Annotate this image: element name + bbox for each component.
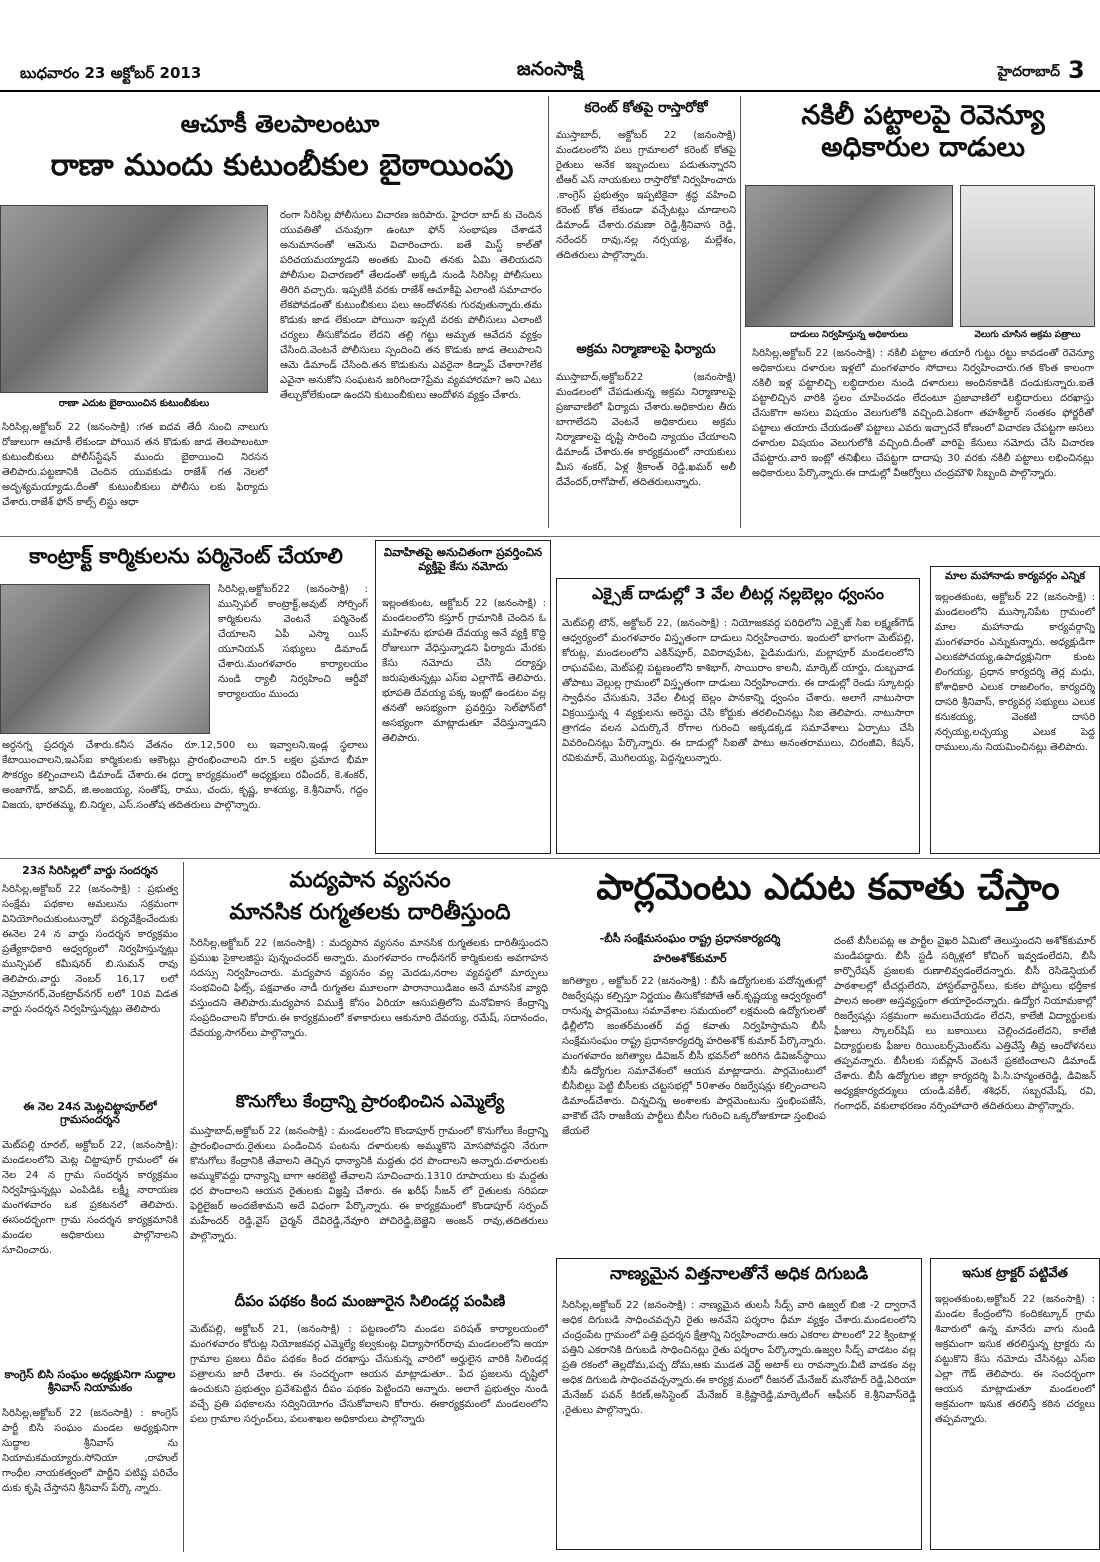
a1-body-p1: సిరిసిల్ల,అక్టోబర్ 22 (జనంసాక్షి) :గత ఐదవ తేదీ నుంచి నాలుగు రోజులుగా ఆచూకీ లేకుండా పోయిన తన కొడుకు జాడ తెలపాలంటూ కుటుంబీకులు పోలీస్‌స్టేషన్ ముందు బైఠాయించి నిరసన తెలిపారు.పట్టణానికి చెందిన యువకుడు రాజేశ్ గత నెలలో అదృశ్యమయ్యాడు.దీంతో కుటుంబీకులు పోలీసు లకు ఫిర్యాదు చేశారు.రాజేశ్ ఫోన్ కాల్స్ లిస్టు ఆధా bbox=[2, 422, 268, 508]
a4-headline: నకిలీ పట్టాలపై రెవెన్యూ అధికారుల దాడులు bbox=[801, 100, 1045, 164]
edition-city: హైదరాబాద్ bbox=[997, 64, 1060, 80]
section-rule bbox=[0, 536, 1100, 537]
a6-headline: వివాహితపై అనుచితంగా ప్రవర్తించిన వ్యక్తిపై కేసు నమోదు bbox=[383, 546, 543, 573]
a6-body: ఇల్లంతకుంట, అక్టోబర్ 22 (జనంసాక్షి) : మండలంలోని కస్తూర్ గ్రామానికి చెందిన ఓ మహిళను భూపతి దేవయ్య అనే వ్యక్తి కొద్ది రోజులుగా వేధిస్తున్నాడని ఫిర్యాదు మేరకు కేసు నమోదు చేసి దర్యాప్తు జరుపుతున్నట్లు ఎస్ఐ ఎల్లాగౌడ్ తెలిపారు. భూపతి దేవయ్య పక్క ఇంట్లో ఉండటం వల్ల తనతో అసభ్యంగా ప్రవర్తిస్తు సెల్‌ఫోన్‌లో అసభ్యంగా మాట్లాడుతూ వేదిస్తున్నాడని తెలిపారు. bbox=[382, 598, 546, 744]
a11-body: సిరిసిల్ల,అక్టోబర్ 22 (జనంసాక్షి) : కాంగ్రెస్ పార్టీ బిసి సంఘం మండల అధ్యక్షునిగా సుద్దాల శ్రీనివాస్ ను నియామకమయ్యారు.సోనియా ,రాహుల్ గాంధీల నాయకత్వంలో పార్టీని పటిష్ట పరిచేం దుకు కృషి చేస్తానని శ్రీనివాస్ పేర్కొ న్నారు. bbox=[2, 1408, 178, 1494]
a10-headline: ఈ నెల 24న మెట్లచిట్టాపూర్‌లో గ్రామసందర్శన bbox=[23, 1100, 157, 1127]
a13-body: ముస్తాబాద్,అక్టోబర్ 22 (జనంసాక్షి) : మండలంలోని కొండాపూర్ గ్రామంలో కొనుగోలు కేంద్రాన్ని ప్రారంభించారు.రైతులు పండించిన పంటను దళారులకు అమ్ముకొని మోసపోవద్దని నేరుగా కొనుగోలు కేంద్రానికి తేవాలని తెచ్చిన ధాన్యానికి మద్దతు ధర పొందాలని అన్నారు.దళారులకు అమ్ముకొవద్దు ధాన్యాన్ని బాగా ఆరబెట్టి తేవాలని సూచించారు.1310 రూపాయలు కు మద్దతు ధర పొందాలని ఆయన రైతులకు విజ్ఞప్తి చేశారు. ఈ ఖరీఫ్ సీజన్ లో రైతులకు సరిపడా ఫెర్టిలైజర్ అందజేశామని అదే విధంగా పేర్కొన్నారు. ఈ కార్యక్రమంలో కొండాపూర్ సర్పంచ్ మహేందర్ రెడ్డి,వైస్ చైర్మన్ దేవిరెడ్డి,నేవూరి పోచిరెడ్డి,బెజ్జెని అంజన్ రావు,తదితరులు పాల్గొన్నారు. bbox=[190, 1126, 548, 1242]
a1-photo bbox=[0, 205, 268, 393]
issue-date: బుధవారం 23 అక్టోబర్ 2013 bbox=[20, 64, 202, 82]
section-rule bbox=[0, 858, 1100, 859]
a15-headline: పార్లమెంటు ఎదుట కవాతు చేస్తాం bbox=[596, 867, 1060, 908]
a4-body: సిరిసిల్ల,అక్టోబర్ 22 (జనంసాక్షి) : నకిలీ పట్టాల తయారీ గుట్టు రట్టు కావడంతో రెవెన్యూ అధికారులు దళారుల ఇళ్లలో మంగళవారం సోదాలు నిర్వహించారు.గత కొంత కాలంగా నకిలీ ఇళ్ల పట్టాలిచ్చి లబ్ధిదారుల నుండి దళారులు అందినకాడికి దండుకున్నారు.ఐతే పట్టాలిచ్చిన వారికి స్థలం చూపించడం లేదంటూ ప్రజావాణిలో లబ్ధిదారులు దరఖాస్తు చేసుకొగా అసలు విషయం వెలుగులోకి వచ్చింది.ఏకంగా తహశీల్దార్ సంతకం ఫోర్జరీతో పట్టాలు తయారు చేయడంతో పట్టాలు ఎవరు ఇచ్చారనే కోణంలో విచారణ చేపట్టగా అసలు దళారుల విషయం వెలుగులోకి వచ్చింది.దీంతో వారిపై కేసులు నమోదు చేసి విచారణ చేపట్టారు.వారి ఇంట్లో తనిఖీలు చేపట్టగా దాదాపు 30 వరకు నకిలీ పట్టాలు లభించినట్లు అధికారులు పేర్కొన్నారు.ఈ దాడుల్లో వీఆర్వోలు చంద్రమౌళి సిబ్బంది పాల్గొన్నారు. bbox=[752, 348, 1094, 479]
a1-body-p2: రంగా సిరిసిల్ల పోలీసులు విచారణ జరిపారు. హైదరా బాద్ కు చెందిన యువతితో చనువుగా ఉంటూ ఫోన్ సంభాషణ చేశాడనే అనుమానంతో ఆమెను విచారించారు. ఐతే మిస్డ్ కాల్‌తో పరిచయమయ్యాడని అంతకు మించి తనకు ఏమి తెలియదని పోలీసుల విచారణలో తేలడంతో అక్కడి నుండి సిరిసిల్ల పోలీసులు తిరిగి వచ్చారు. ఇప్పటికీ వరకు రాజేశ్ ఆచూకీపై ఎలాంటి సమాచారం లేకపోవడంతో కుటుంబీకులు పలు ఆందోళనకు గురవుతున్నారు.తమ కొడుకు జాడ లేకుండా పోయినా ఇప్పటి వరకు పోలీసులు ఎలాంటి చర్యలు తీసుకోవడం లేదని తల్లి గట్టు అమృత ఆవేదన వ్యక్తం చేసింది.వెంటనే పోలీసులు స్పందించి తన కొడుకు జాడ తెలుపాలని ఆమె డిమాండ్ చేసింది.తన కొడుకును ఎవరైనా కిడ్నాప్ చేశారా?లేక ఎవైనా అనుకోని సంఘటన జరిగిందా?ప్రేమ వ్యవహారమా? అని ఎటు తేల్చుకోలేకుండా ఉందని కుటుంబీకులు ఆందోళన వ్యక్తం చేశారు. bbox=[280, 210, 542, 401]
a12-headline-line2: మానసిక రుగ్మతలకు దారితీస్తుంది bbox=[229, 900, 511, 925]
a4-photo-documents bbox=[960, 185, 1095, 327]
a12-body: సిరిసిల్ల,అక్టోబర్ 22 (జనంసాక్షి) : మద్యపాన వ్యసనం మానసిక రుగ్మతలకు దారితీస్తుందని ప్రముఖ సైకాలజిస్టు పున్నంచందర్ అన్నారు. మంగళవారం గాంధీనగర్ కార్మికులకు అవగాహన సదస్సు నిర్వహించారు. మద్యపాన వ్యసనం వల్ల మెదడు,నరాల వ్యవస్థలో మార్పులు సంభవించి ఫిట్స్, పక్షవాతం నాడీ రుగ్మతల మూలంగా పారానాయిడిజం అనే మానసిక వ్యాధి వస్తుందని తెలిపారు.మద్యపాన విముక్తి కోసం ఏరియా ఆసుపత్రిలోని మనోవికాస కేంద్రాన్ని సంప్రదించాలని కోరారు.ఈ కార్యక్రమంలో కళాకారులు ఆకునూరి దేవయ్య, రమేష్, సదానందం, దేవయ్య,సాగర్‌లు పాల్గొన్నారు. bbox=[190, 938, 548, 1039]
a5-body-p1: సిరిసిల్ల,అక్టోబర్22 (జనంసాక్షి) : మున్సిపల్ కాంట్రాక్ట్,అవుట్ సోర్సింగ్ కార్మికులను వెంటనే పర్మినెంట్ చేయాలని ఏపీ ఎస్మా యిస్ యూనియన్ సభ్యులు డిమాండ్ చేశారు.మంగళవారం కార్యాలయం నుండి ర్యాలీ నిర్వహించి ఆర్డీవో కార్యాలయం ముందు bbox=[218, 584, 368, 700]
a8-body: ఇల్లంతకుంట, అక్టోబర్ 22 (జనంసాక్షి) : మండలంలోని ముస్కానిపేట గ్రామంలో మాల మహానాడు కార్యవర్గాన్ని మంగళవారం ఎన్నుకున్నారు. అధ్యక్షుడిగా ఎలుకపోచయ్య,ఉపాధ్యక్షునిగా కుంట లింగయ్య, ప్రధాన కార్యదర్శి తెర్ల మధు, కోశాధికారి ఎలుక రాజలింగం, కార్యదర్శి దాసరి శ్రీనివాస్, కార్యవర్గ సభ్యులు ఎలుక కనుకయ్య, వెంకటి దాసరి నర్సయ్య,లచ్చయ్య ఎలుక పెద్ద రాములు,ను నియమించినట్లు తెలిపారు. bbox=[935, 592, 1095, 753]
a2-headline: కరెంట్ కోతపై రాస్తారోకో bbox=[584, 100, 708, 116]
column-rule bbox=[183, 862, 184, 1552]
a17-headline: ఇసుక ట్రాక్టర్ పట్టివేత bbox=[962, 1266, 1068, 1281]
a5-body-p2: అర్ధనగ్న ప్రదర్శన చేశారు.కనీస వేతనం రూ.12,500 లు ఇవ్వాలని,ఇండ్ల స్థలాలు కేటాయించాలని,ఇఎస్‌ఐ కార్మికులకు ఆకౌంట్లు ప్రారంభించాలని రూ.5 లక్షల ప్రమాద భీమా సౌకర్యం కల్పించాలని డిమాండ్ చేశారు.ఈ ధర్నా కార్యక్రమంలో అధ్యక్షులు రవీందర్, కె.శంకర్, అంజాగౌడ్, జావిద్, జి.అంజయ్య, సంతోష్, రాము, చందు, కృష్ణ, కాశయ్య, కె.శ్రీనివాస్, గద్దం విజయ, భారతమ్మ, బి.నిర్మల, ఎస్.సంతోష తదితరులు పాల్గొన్నారు. bbox=[2, 740, 368, 811]
a9-headline: 23న సిరిసిల్లలో వార్డు సందర్శన bbox=[22, 864, 158, 877]
a1-headline: రాణా ముందు కుటుంబీకుల బైఠాయింపు bbox=[50, 148, 514, 183]
a3-headline: అక్రమ నిర్మాణాలపై ఫిర్యాదు bbox=[576, 342, 716, 357]
a15-subhead-line2: హరిఅశోక్‌కుమార్ bbox=[653, 952, 727, 965]
a8-headline: మాల మహానాడు కార్యవర్గం ఎన్నిక bbox=[945, 570, 1085, 582]
a14-headline: దీపం పథకం కింద మంజూరైన సిలిండర్ల పంపిణి bbox=[234, 1292, 506, 1310]
a1-caption: రాణా ఎదుట బైఠాయించిన కుటుంబీకులు bbox=[58, 398, 210, 409]
a14-body: మెట్‌పల్లి, అక్టోబర్ 21, (జనంసాక్షి) : పట్టణంలోని మండల పరిషత్ కార్యాలయంలో మంగళవారం కోరుట్ల నియోజకవర్గ ఎమ్మెల్యే కల్వకుంట్ల విద్యాసాగర్‌రావు మండలంలోని అయా గ్రామాల ప్రజలు దీపం పథకం కింద దరఖాస్తు చేసుకున్న వారిలో అర్హులైన వారికి సిలిండర్ల పత్రాలను జారీ చేశారు. ఈ సందర్భంగా ఆయన మాట్లాడుతూ.. పేద ప్రజలను దృష్టిలో ఉంచుకుని ప్రభుత్వం ప్రవేశపెట్టిన దీపం పథకం పెట్టిందని అన్నారు. అలాగే ప్రభుత్వం నుండి వచ్చే ప్రతి పథకాలను సద్వినియోగం చేసుకోవాలని కోరారు. ఈకార్యక్రమంలో మండలంలోని పలు గ్రామాల సర్పంచ్‌లు, పలుశాఖల అధికారులు పాల్గొన్నారు bbox=[190, 1324, 548, 1425]
a1-kicker: ఆచూకీ తెలపాలంటూ bbox=[180, 110, 380, 138]
column-rule bbox=[740, 96, 741, 528]
a4-photo-raid bbox=[745, 185, 953, 327]
masthead-logo: జనంసాక్షి bbox=[516, 58, 584, 80]
a3-body: ముస్తాబాద్,అక్టోబర్22 (జనంసాక్షి) మండలంలో చేపడుతున్న అక్రమ నిర్మాణాలపై ప్రజావాణిలో ఫిర్యాదు చేశారు.అధికారుల తీరు బాగాలేదని వెంటనే అధికారులు అక్రమ నిర్మాణాలపై దృష్టి సారించి న్యాయం చేయాలని డిమాండ్ చేశారు.ఈ కార్యక్రమంలో నాయకులు మీస శంకర్, ఏళ్ల శ్రీకాంత్ రెడ్డి,ఖమర్ అలీ దేవేందర్,రాగోపాల్, తదితరులున్నారు. bbox=[556, 372, 736, 488]
a4-caption-raid: దాడులు నిర్వహిస్తున్న అధికారులు bbox=[790, 330, 908, 340]
a12-headline-line1: మద్యపాన వ్యసనం bbox=[289, 868, 451, 893]
a4-caption-documents: వెలుగు చూసిన అక్రమ పత్రాలు bbox=[974, 330, 1081, 340]
a2-body: ముస్తాబాద్, అక్టోబర్ 22 (జనంసాక్షి) మండలంలోని పలు గ్రామాలలో కరెంట్ కోతపై రైతులు అనేక ఇబ్బందులు పడుతున్నారని టీఆర్ ఎస్ నాయకులు రాస్తారోకో నిర్వహించారు .కాంగ్రెస్ ప్రభుత్వం ఇప్పటికైనా శ్రద్ధ వహించి కరెంట్ కోత లేకుండా వచ్చేటట్లు చూడాలని డిమాండ్ చేశారు.రమణా రెడ్డి,శ్రీనివాస రెడ్డి, నరేందర్ రావు,నల్ల నర్సయ్య, మల్లేశం, తదితరులు పాల్గొన్నారు. bbox=[556, 130, 736, 261]
a15-subhead-line1: -బీసీ సంక్షేమసంఘం రాష్ట్ర ప్రధానకార్యదర్శి bbox=[599, 932, 781, 945]
a15-body-p1: జగిత్యాల , అక్టోబర్ 22 (జనంసాక్షి) : బీసీ ఉద్యోగులకు పదోన్నతుల్లో రిజర్వేషన్లు కల్పిస్తూ నిర్ణయం తీసుకోకపోతే ఆర్.కృష్ణయ్య ఆధ్వర్యంలో రానున్న పార్లమెంటు సమావేశాల సమయంలో లక్షమంది ఉద్యోగులతో ఢిల్లీలోని జంతర్‌మంతర్ వద్ద కవాతు నిర్వహిస్తామని బీసీ సంక్షేమసంఘం రాష్ట్ర ప్రధానకార్యదర్శి హరిఅశోక్ కుమార్ పేర్కొన్నారు. మంగళవారం జగిత్యాల డివిజన్ బీసీ భవన్‌లో జరిగిన డివిజన్‌స్థాయి బీసీ ఉద్యోగుల సమావేశంలో ఆయన మాట్లాడారు. పార్లమెంటులో బీసీబిల్లు పెట్టి బీసీలకు చట్టసభల్లో 50శాతం రిజర్వేషన్లు కల్పించాలని డిమాండ్‌చేశారు. చిన్నచిన్న అంశాలకు పార్లమెంటును స్తంభింపజేసే, వాకౌట్ చేసే రాజకీయ పార్టీలు బీసీల గురించి ఒక్కరోజుకూడా స్తంభింప జేయలే bbox=[562, 976, 826, 1137]
a5-photo bbox=[0, 584, 210, 734]
page-number: 3 bbox=[1068, 56, 1085, 84]
a11-headline: కాంగ్రెస్ బిసి సంఘం అధ్యక్షునిగా సుద్దాల శ్రీనివాస్ నియామకం bbox=[4, 1368, 176, 1395]
a16-body: సిరిసిల్ల,అక్టోబర్ 22 (జనంసాక్షి) : నాణ్యమైన తులసీ సీడ్స్ వారి ఉజ్వల్ బిజి -2 ద్వారానే అధిక దిగుబడి సాధించవచ్చని రైతు అనవేని పర్శరాం ధీమా వ్యక్తం చేశారు.మండలంలోని చంద్రంపేట గ్రామంలో పత్తి ప్రదర్శన క్షేత్రాన్ని నిర్వహించారు.ఆరు ఎకరాల పొలంలో 22 క్వింటాళ్ల పత్తిని ఎకరానికి దిగుబడి సాధించినట్లు రైతు పర్శరాం పేర్కొన్నారు.ఉజ్వల సీడ్స్ వాడటం వల్ల ప్రతి రకంలో తెల్లదోమ,పచ్చ దోమ,ఆకు ముడత వెర్ట్ అటాక్ లు రావన్నారు.వీటి వాడకం వల్ల అధిక దిగుబడి సాధించవచ్చన్నారు.ఈ కార్యక్ర మంలో రీజనల్ మేనేజర్ మనోహర్ రెడ్డి,ఏరియా మేనేజర్ పవన్ కిరణ్,అసిస్టెంట్ మేనేజర్ కె.క్రిష్ణారెడ్డి,మార్కెటింగ్ ఆఫీసర్ కె.శ్రీనివాస్‌రెడ్డి ,రైతులు పాల్గొన్నారు. bbox=[562, 1300, 916, 1416]
a10-body: మెట్‌పల్లి రూరల్, అక్టోబర్ 22, (జనంసాక్షి): మండలంలోని మెట్ల చిట్టాపూర్ గ్రామంలో ఈ నెల 24 న గ్రామ సందర్శన కార్యక్రమం నిర్వహిస్తున్నట్లు ఎంపిడిఓ లక్ష్మీ నారాయణ మంగళవారం ఒక ప్రకటనలో తెలిపారు. ఈసందర్భంగా గ్రామ సందర్శన కార్యక్రమానికి మండల అధికారులు పాల్గొనాలని సూచించారు. bbox=[2, 1140, 178, 1256]
a13-headline: కొనుగోలు కేంద్రాన్ని ప్రారంభించిన ఎమ్మెల్యే bbox=[235, 1092, 505, 1112]
column-rule bbox=[548, 96, 549, 528]
a15-body-p2: దంటే బీసీలపట్ల ఆ పార్టీల వైఖరి ఏమిటో తెలుస్తుందని అశోక్‌కుమార్ మండిపడ్డారు. బీసీ స్టడీ సర్కిళ్లలో కోచింగ్ ఇవ్వడంలేదని, బీసీ కార్పొరేషన్ ప్రజలకు రుణాలివ్వడంలేదన్నారు. బీసీ రెసిడెన్షియల్ పాఠశాలల్లో టీచర్లులేరని, హాస్టల్‌వార్డెన్‌లు, కుకల పోస్టులు భర్తీకాక పాలన అంతా అస్తవ్యస్తంగా తయారైందన్నారు. ఉద్యోగ నియామకాల్లో రిజర్వేషన్లు సక్రమంగా అమలుచేయడం లేదని, కాలేజీ విద్యార్థులకు ఫీజులు స్కాలర్‌షిప్‌ లు బకాయిలు చెల్లించడంలేదని, కాలేజీ విద్యార్థులకు ఫీజుల రియింబర్స్‌మెంట్‌ను ఎత్తివేస్తే తీవ్ర ఆందోళనలు తప్పవన్నారు. బీసీలకు సబ్‌ప్లాన్ వెంటనే ప్రకటించాలని డిమాండ్ చేశారు. బీసీ ఉద్యోగుల జిల్లా కార్యదర్శి పి.సి.హన్మంతరెడ్డి, డివిజన్ అధ్యక్షకార్యదర్శులు యండి.వకీల్, శశిధర్, సబ్బరమేష్, రవి, గంగాధర్, వకులాభరణం నర్సింహాచారి తదితరులు పాల్గొన్నారు. bbox=[834, 936, 1096, 1112]
header-rule bbox=[0, 90, 1100, 92]
a9-body: సిరిసిల్ల,అక్టోబర్ 22 (జనంసాక్షి) : ప్రభుత్వ సంక్షేమ పథకాల అమలును సక్రమంగా వినియోగించుకుంటున్నారో పర్యవేక్షించేందుకు ఈనెల 24 న వార్డు సందర్శన కార్యక్రమం ప్రత్యేకాధికారి ఆధ్వర్యంలో నిర్వహిస్తున్నట్లు మున్సిపల్ కమీషనర్ బి.సుమన్ రావు తెలిపారు.వార్డు నెంబర్ 16,17 లలో నెహ్రూనగర్,వెంకట్రావ్‌నగర్ లలో 10వ విడత వార్డు సందర్శన నిర్వహిస్తున్నట్లు తెలిపారు bbox=[2, 884, 178, 1015]
a17-body: ఇల్లంతకుంట,అక్టోబర్ 22 (జనంసాక్షి) : మండల కేంద్రంలోని కందికట్కూర్ గ్రామ శివారులో ఉన్న మానేరు వాగు నుండి అక్రమంగా ఇసుక తరలిస్తున్న ట్రాక్టరు ను పట్టుకొని కేసు నమోదు చేసినట్లు ఎస్ఐ ఎల్లా గౌడ్ తెలిపారు. ఈ సందర్భంగా ఆయన మాట్లాడుతూ మండలంలో అక్రమంగా ఇసుక తరలిస్తే కఠిన చర్యలు తప్పవన్నారు. bbox=[935, 1294, 1095, 1425]
a16-headline: నాణ్యమైన విత్తనాలతోనే అధిక దిగుబడి bbox=[609, 1264, 869, 1284]
a7-body: మెట్‌పల్లి టౌన్, అక్టోబర్ 22, (జనంసాక్షి) : నియోజకవర్గ పరిధిలోని ఎక్సైజ్ సిఐ లక్ష్మణ్‌గౌడ్ ఆధ్వర్యంలో మంగళవారం విస్తృతంగా దాడులు నిర్వహించారు. ఇందులో భాగంగా మెట్‌పల్లి, కోరుట్ల, మండలంలోని ఎకిన్‌పూర్, వివిరావుపేట, పైడిమడుగు, మల్లాపూర్ మండలంలోని రాఘవపేట, మెట్‌పల్లి పట్టణంలోని కాశిభాగ్, సాయిరాం కాలనీ, మార్కెట్ యార్డు, దుబ్బవాడ తోపాటు వెల్లుల్ల గ్రామంలో విస్తృతంగా దాడులు నిర్వహించారు. ఈ దాడుల్లో రెండు స్కూటర్లు స్వాధీనం చేసుకుని, 3వేల లీటర్ల బెల్లం పానకాన్ని ధ్వంసం చేశారు. అలాగే నాటుసారా విక్రయిస్తున్న 4 వ్యక్తులను అరెస్టు చేసి కోర్టుకు తరలించినట్లు సిఐ తెలిపారు. నాటుసారా త్రాగడం వలన ఎదుర్కొనే రోగాల గురించి అక్కడక్కడ సమావేశాలు ఏర్పాటు చేసి వివరించినట్లు పేర్కొన్నారు. ఈ దాడుల్లో సిఐతో పాటు అనంతరాములు, చిరంజీవి, కిషన్, రవికుమార్, మొగిలయ్య, పెద్దన్నలున్నారు. bbox=[562, 618, 914, 764]
a7-headline: ఎక్సైజ్ దాడుల్లో 3 వేల లీటర్ల నల్లబెల్లం ధ్వంసం bbox=[592, 584, 884, 603]
a5-headline: కాంట్రాక్ట్ కార్మికులను పర్మినెంట్ చేయాలి bbox=[29, 544, 343, 568]
